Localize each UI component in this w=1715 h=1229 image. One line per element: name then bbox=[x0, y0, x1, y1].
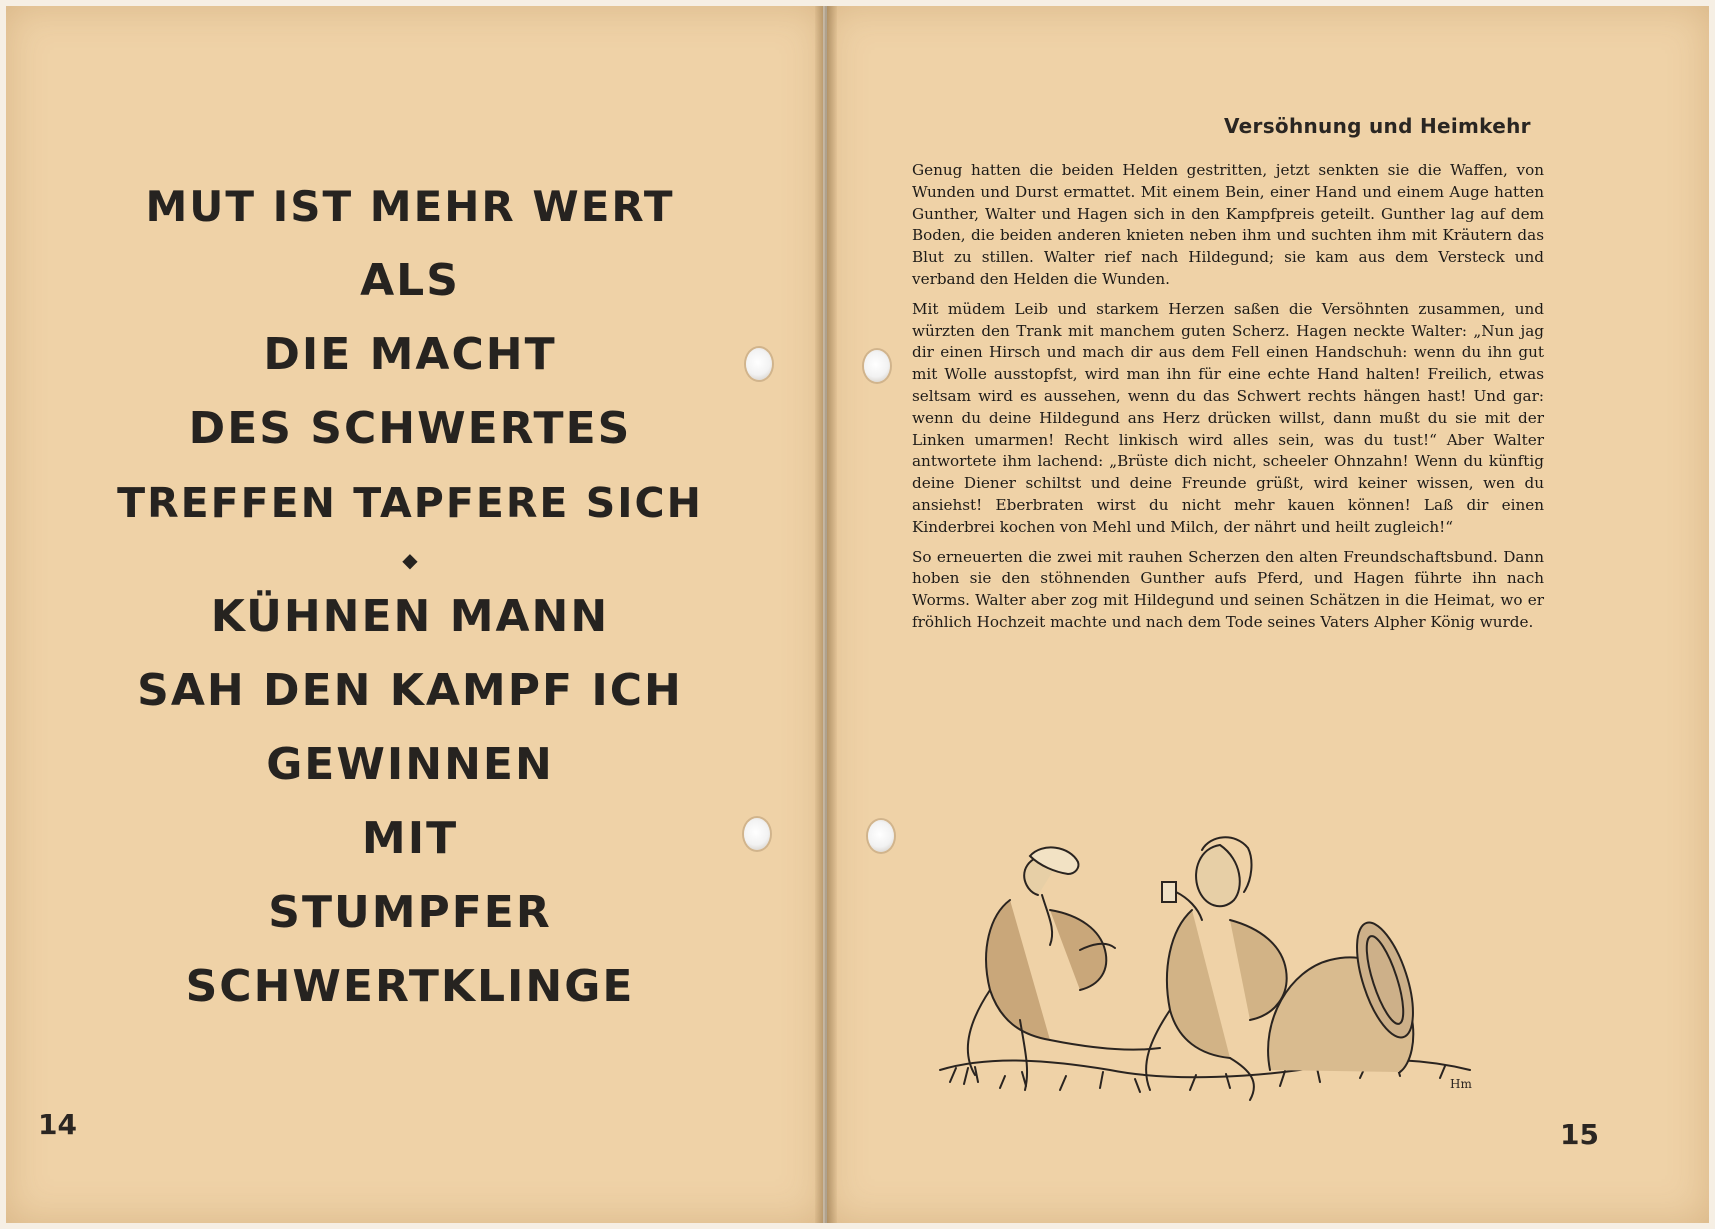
punch-hole bbox=[744, 818, 770, 850]
slogan-block bbox=[60, 170, 760, 1024]
slogan-line: KÜHNEN MANN bbox=[210, 591, 610, 642]
page-number-left: 14 bbox=[38, 1108, 77, 1141]
slogan-line: ALS bbox=[360, 255, 460, 306]
slogan-line: SCHWERTKLINGE bbox=[185, 961, 635, 1012]
slogan-line: SAH DEN KAMPF ICH bbox=[137, 665, 683, 716]
slogan-line: MIT bbox=[361, 813, 459, 864]
punch-hole bbox=[868, 820, 894, 852]
slogan-line: DES SCHWERTES bbox=[188, 403, 632, 454]
illustration-signature: Hm bbox=[1450, 1077, 1472, 1091]
page-number-right: 15 bbox=[1560, 1118, 1599, 1151]
body-text bbox=[912, 160, 1544, 642]
warriors-illustration bbox=[930, 820, 1490, 1110]
slogan-line: GEWINNEN bbox=[266, 739, 554, 790]
diamond-separator-icon: ◆ bbox=[402, 548, 418, 572]
punch-hole bbox=[864, 350, 890, 382]
punch-hole bbox=[746, 348, 772, 380]
slogan-line: MUT IST MEHR WERT bbox=[145, 182, 675, 231]
paragraph: Genug hatten die beiden Helden gestritten, jetzt senkten sie die Waffen, von Wunden und Durst ermattet. Mit einem Bein, einer Hand und einem Auge hatten Gunther, Walter und Hagen sich in den Kampfpreis geteilt. Gunther lag auf dem Boden, die beiden anderen knieten neben ihm und suchten ihm mit Kräutern das Blut zu stillen. Walter rief nach Hildegund; sie kam aus dem Versteck und verband den Helden die Wunden. bbox=[912, 161, 1544, 288]
slogan-line: TREFFEN TAPFERE SICH bbox=[117, 479, 703, 527]
slogan-line: DIE MACHT bbox=[263, 329, 557, 380]
slogan-line: STUMPFER bbox=[268, 887, 552, 938]
paragraph: Mit müdem Leib und starkem Herzen saßen die Versöhnten zusammen, und würzten den Trank mit manchem guten Scherz. Hagen neckte Walter: „Nun jag dir einen Hirsch und mach dir aus dem Fell einen Handschuh: wenn du ihn gut mit Wolle ausstopfst, wird man ihn für eine echte Hand halten! Freilich, etwas seltsam wird es aussehen, wenn du das Schwert rechts hängen hast! Und gar: wenn du deine Hildegund ans Herz drücken willst, dann mußt du sie mit der Linken umarmen! Recht linkisch wird alles sein, was du tust!“ Aber Walter antwortete ihm lachend: „Brüste dich nicht, scheeler Ohnzahn! Wenn du künftig deine Diener schiltst und deine Freunde grüßt, wird keiner wissen, wen du ansiehst! Eberbraten wirst du nicht mehr kauen können! Laß dir einen Kinderbrei kochen von Mehl und Milch, der nährt und heilt zugleich!“ bbox=[912, 299, 1544, 536]
paragraph: So erneuerten die zwei mit rauhen Scherzen den alten Freundschaftsbund. Dann hoben sie den stöhnenden Gunther aufs Pferd, und Hagen führte ihn nach Worms. Walter aber zog mit Hildegund und seinen Schätzen in die Heimat, wo er fröhlich Hochzeit machte und nach dem Tode seines Vaters Alpher König wurde. bbox=[912, 547, 1544, 631]
chapter-title: Versöhnung und Heimkehr bbox=[1224, 114, 1531, 138]
book-gutter bbox=[815, 6, 837, 1223]
